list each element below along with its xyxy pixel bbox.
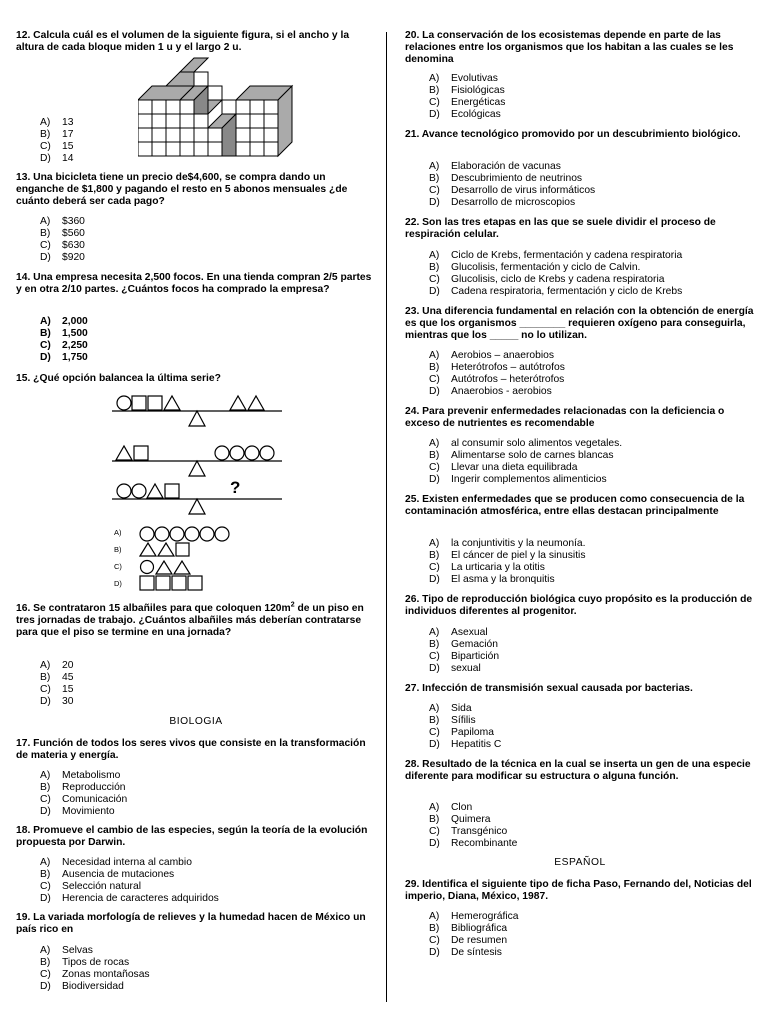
balance-choice-a-label[interactable]: A)	[114, 528, 122, 537]
option-14-a[interactable]: A) 2,000	[40, 316, 88, 327]
options-27	[429, 703, 501, 751]
options-19	[40, 945, 150, 993]
option-17-d[interactable]: D) Movimiento	[40, 805, 115, 817]
balance-question-mark: ?	[230, 478, 241, 497]
option-29-d[interactable]: D) De síntesis	[429, 946, 502, 958]
question-24: 24. Para prevenir enfermedades relacionadas con la deficiencia o exceso de nutrientes es recomendable	[405, 406, 725, 429]
option-25-a[interactable]: A) la conjuntivitis y la neumonía.	[429, 538, 586, 549]
option-24-b[interactable]: B) Alimentarse solo de carnes blancas	[429, 449, 614, 461]
option-12-d[interactable]: D) 14	[40, 152, 74, 164]
question-21: 21. Avance tecnológico promovido por un descubrimiento biológico.	[405, 129, 741, 140]
option-16-c[interactable]: C) 15	[40, 683, 74, 695]
option-25-c[interactable]: C) La urticaria y la otitis	[429, 561, 545, 573]
options-28	[429, 802, 517, 850]
option-27-b[interactable]: B) Sífilis	[429, 714, 476, 726]
options-17	[40, 770, 127, 818]
option-21-c[interactable]: C) Desarrollo de virus informáticos	[429, 184, 596, 196]
option-18-b[interactable]: B) Ausencia de mutaciones	[40, 868, 175, 880]
option-19-d[interactable]: D) Biodiversidad	[40, 980, 124, 992]
option-17-c[interactable]: C) Comunicación	[40, 793, 128, 805]
options-29	[429, 911, 519, 959]
question-26: 26. Tipo de reproducción biológica cuyo propósito es la producción de individuos diferentes al progenitor.	[405, 594, 753, 617]
options-14	[40, 316, 88, 364]
option-13-c[interactable]: C) $630	[40, 239, 85, 251]
question-18: 18. Promueve el cambio de las especies, según la teoría de la evolución propuesta por Darwin.	[16, 825, 368, 848]
options-21	[429, 161, 595, 209]
options-25	[429, 538, 586, 586]
options-22	[429, 250, 682, 298]
question-16: 16. Se contrataron 15 albañiles para que coloquen $120m^2$ de un piso en tres jornadas de trabajo. ¿Cuántos albañiles más deberían contratarse para que el piso se termine en una jornada?	[16, 601, 364, 638]
option-20-d[interactable]: D) Ecológicas	[429, 108, 501, 120]
option-28-c[interactable]: C) Transgénico	[429, 825, 508, 837]
option-17-a[interactable]: A) Metabolismo	[40, 770, 121, 781]
options-23	[429, 350, 565, 398]
option-24-a[interactable]: A) al consumir solo alimentos vegetales.	[429, 438, 623, 449]
option-29-c[interactable]: C) De resumen	[429, 934, 508, 946]
option-25-b[interactable]: B) El cáncer de piel y la sinusitis	[429, 549, 586, 561]
option-25-d[interactable]: D) El asma y la bronquitis	[429, 573, 555, 585]
question-29: 29. Identifica el siguiente tipo de ficha Paso, Fernando del, Noticias del imperio, Diana, México, 1987.	[405, 879, 752, 902]
option-20-b[interactable]: B) Fisiológicas	[429, 84, 505, 96]
option-23-d[interactable]: D) Anaerobios - aerobios	[429, 385, 552, 397]
option-22-d[interactable]: D) Cadena respiratoria, fermentación y ciclo de Krebs	[429, 285, 683, 297]
question-27: 27. Infección de transmisión sexual causada por bacterias.	[405, 683, 693, 694]
balance-series-figure	[112, 392, 292, 592]
option-12-b[interactable]: B) 17	[40, 128, 74, 140]
options-13	[40, 216, 85, 264]
option-27-c[interactable]: C) Papiloma	[429, 726, 494, 738]
option-18-a[interactable]: A) Necesidad interna al cambio	[40, 857, 192, 868]
balance-choice-d-label[interactable]: D)	[114, 579, 122, 588]
options-12	[40, 117, 73, 165]
option-21-d[interactable]: D) Desarrollo de microscopios	[429, 196, 576, 208]
question-20: 20. La conservación de los ecosistemas depende en parte de las relaciones entre los organismos que los habitan a las cuales se les denomina	[405, 30, 734, 65]
option-13-a[interactable]: A) $360	[40, 216, 85, 227]
option-19-c[interactable]: C) Zonas montañosas	[40, 968, 150, 980]
question-22: 22. Son las tres etapas en las que se suele dividir el proceso de respiración celular.	[405, 217, 716, 240]
option-14-b[interactable]: B) 1,500	[40, 327, 88, 339]
section-heading-espanol: ESPAÑOL	[554, 857, 606, 868]
option-14-d[interactable]: D) 1,750	[40, 351, 88, 363]
option-22-a[interactable]: A) Ciclo de Krebs, fermentación y cadena respiratoria	[429, 250, 683, 261]
option-19-b[interactable]: B) Tipos de rocas	[40, 956, 130, 968]
option-17-b[interactable]: B) Reproducción	[40, 781, 126, 793]
option-22-b[interactable]: B) Glucolisis, fermentación y ciclo de Calvin.	[429, 261, 641, 273]
option-16-d[interactable]: D) 30	[40, 695, 74, 707]
option-26-c[interactable]: C) Bipartición	[429, 650, 500, 662]
option-27-a[interactable]: A) Sida	[429, 703, 472, 714]
options-18	[40, 857, 219, 905]
question-17: 17. Función de todos los seres vivos que consiste en la transformación de materia y energía.	[16, 738, 366, 761]
option-29-b[interactable]: B) Bibliográfica	[429, 922, 508, 934]
option-22-c[interactable]: C) Glucolisis, ciclo de Krebs y cadena respiratoria	[429, 273, 665, 285]
option-16-b[interactable]: B) 45	[40, 671, 74, 683]
option-26-b[interactable]: B) Gemación	[429, 638, 498, 650]
balance-choice-c-label[interactable]: C)	[114, 562, 122, 571]
option-13-b[interactable]: B) $560	[40, 227, 85, 239]
option-28-a[interactable]: A) Clon	[429, 802, 473, 813]
question-23: 23. Una diferencia fundamental en relación con la obtención de energía es que los organismos ________ requieren oxígeno para conseguirla, mientras que los _____ no lo utilizan.	[405, 306, 754, 341]
option-13-d[interactable]: D) $920	[40, 251, 85, 263]
option-23-b[interactable]: B) Heterótrofos – autótrofos	[429, 361, 565, 373]
option-24-c[interactable]: C) Llevar una dieta equilibrada	[429, 461, 578, 473]
option-12-c[interactable]: C) 15	[40, 140, 74, 152]
question-28: 28. Resultado de la técnica en la cual se inserta un gen de una especie diferente para modificar su estructura o alguna función.	[405, 759, 751, 782]
option-27-d[interactable]: D) Hepatitis C	[429, 738, 502, 750]
option-28-b[interactable]: B) Quimera	[429, 813, 491, 825]
option-19-a[interactable]: A) Selvas	[40, 945, 93, 956]
question-14: 14. Una empresa necesita 2,500 focos. En una tienda compran 2/5 partes y en otra 2/10 partes. ¿Cuántos focos ha comprado la empresa?	[16, 272, 372, 295]
column-divider	[386, 32, 387, 1002]
options-20	[429, 73, 505, 121]
question-13: 13. Una bicicleta tiene un precio de$4,600, se compra dando un enganche de $1,800 y pagando el resto en 5 abonos mensuales ¿de cuánto deberá ser cada pago?	[16, 172, 348, 207]
question-15: 15. ¿Qué opción balancea la última serie?	[16, 373, 221, 384]
question-12: 12. Calcula cuál es el volumen de la siguiente figura, si el ancho y la altura de cada bloque miden 1 u y el largo 2 u.	[16, 30, 350, 53]
option-23-c[interactable]: C) Autótrofos – heterótrofos	[429, 373, 565, 385]
option-16-a[interactable]: A) 20	[40, 660, 74, 671]
question-19: 19. La variada morfología de relieves y la humedad hacen de México un país rico en	[16, 912, 366, 935]
option-14-c[interactable]: C) 2,250	[40, 339, 88, 351]
options-24	[429, 438, 622, 486]
section-heading-biologia: BIOLOGIA	[169, 716, 223, 727]
options-16	[40, 660, 73, 708]
option-26-d[interactable]: D) sexual	[429, 662, 481, 674]
block-figure	[138, 56, 306, 160]
option-21-a[interactable]: A) Elaboración de vacunas	[429, 161, 561, 172]
option-24-d[interactable]: D) Ingerir complementos alimenticios	[429, 473, 607, 485]
question-25: 25. Existen enfermedades que se producen como consecuencia de la contaminación atmosférica, entre ellas destacan principalmente	[405, 494, 745, 517]
option-20-c[interactable]: C) Energéticas	[429, 96, 506, 108]
option-26-a[interactable]: A) Asexual	[429, 627, 488, 638]
option-20-a[interactable]: A) Evolutivas	[429, 73, 498, 84]
option-18-c[interactable]: C) Selección natural	[40, 880, 141, 892]
option-29-a[interactable]: A) Hemerográfica	[429, 911, 519, 922]
option-21-b[interactable]: B) Descubrimiento de neutrinos	[429, 172, 583, 184]
option-12-a[interactable]: A) 13	[40, 117, 74, 128]
balance-choice-b-label[interactable]: B)	[114, 545, 122, 554]
options-26	[429, 627, 499, 675]
option-18-d[interactable]: D) Herencia de caracteres adquiridos	[40, 892, 219, 904]
option-28-d[interactable]: D) Recombinante	[429, 837, 518, 849]
option-23-a[interactable]: A) Aerobios – anaerobios	[429, 350, 555, 361]
